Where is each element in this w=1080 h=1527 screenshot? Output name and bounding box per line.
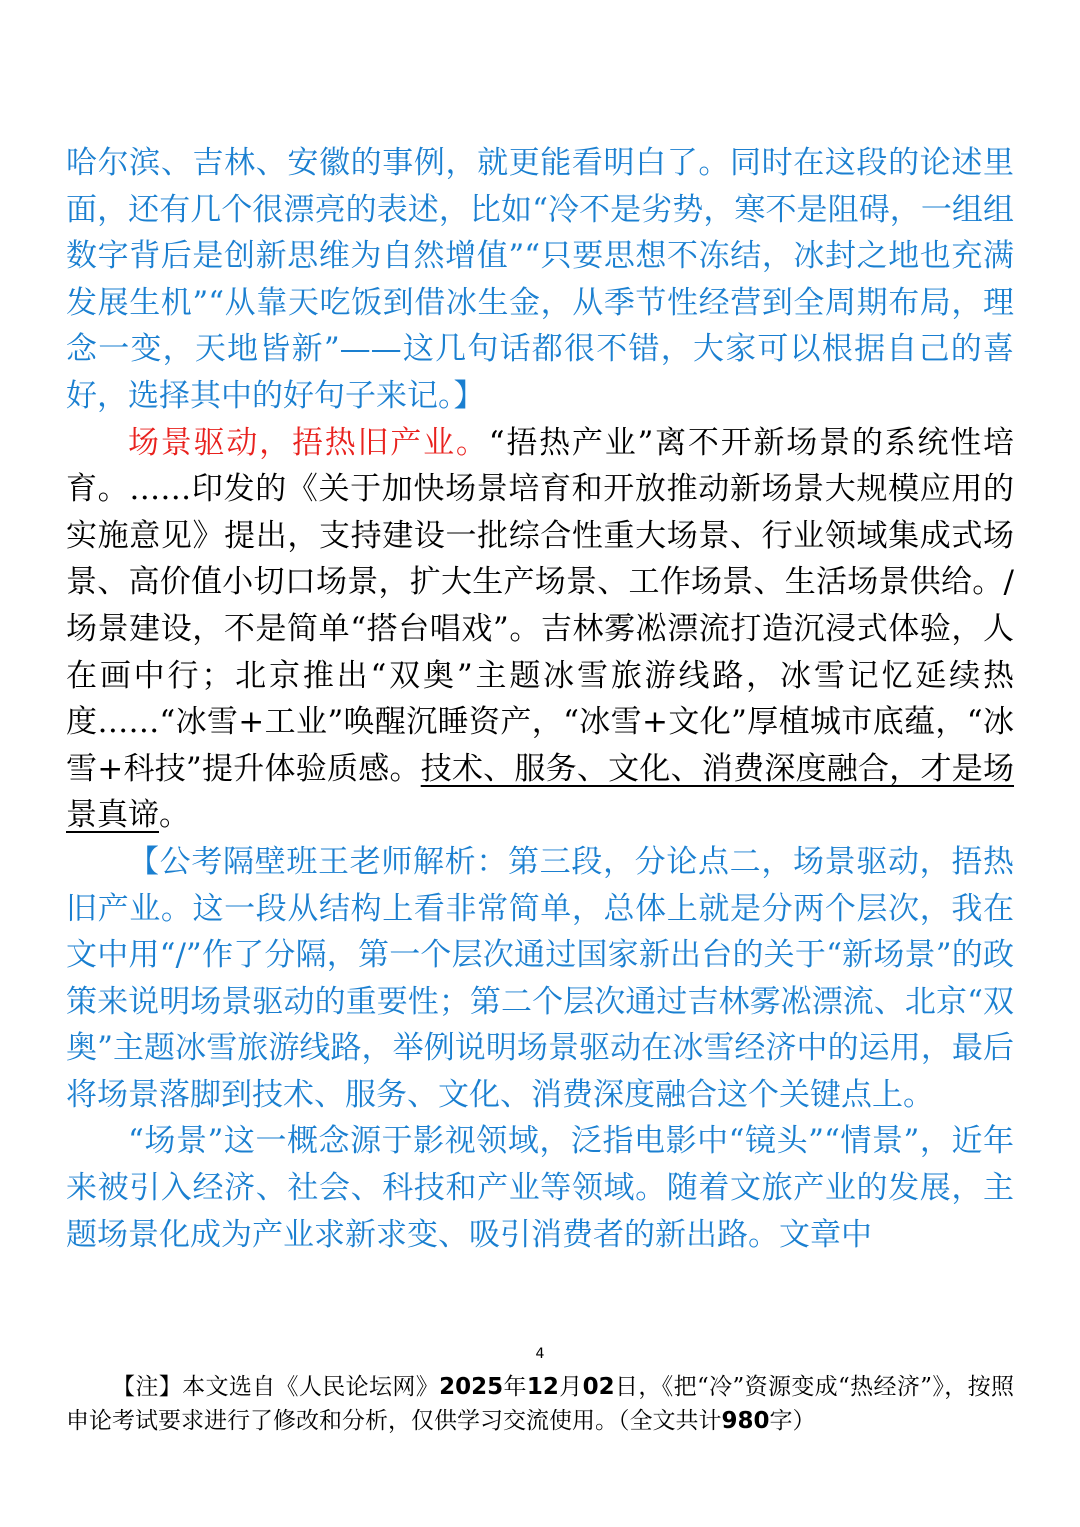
- footnote-year: 2025: [439, 1374, 504, 1400]
- concept-paragraph: [66, 1118, 1014, 1258]
- analysis-paragraph: [66, 839, 1014, 1119]
- footnote-prefix: 【注】本文选自《人民论坛网》: [112, 1374, 440, 1400]
- analysis-paragraph-continued: [66, 140, 1014, 420]
- footnote-month-unit: 月: [558, 1374, 583, 1400]
- argument-paragraph: [66, 420, 1014, 839]
- concept-text: “场景”这一概念源于影视领域，泛指电影中“镜头”“情景”，近年来被引入经济、社会、科技和产业等领域。随着文旅产业的发展，主题场景化成为产业求新求变、吸引消费者的新出路。文章中: [66, 1123, 1014, 1253]
- footnote-middle: 日，《把“冷”资源变成“热经济”》，按照申论考试要求进行了修改和分析，仅供学习交流使用。（全文共计: [66, 1374, 1014, 1434]
- footnote-suffix: 字）: [769, 1408, 816, 1434]
- article-body: [66, 140, 1014, 1258]
- underlined-key-sentence: 技术、服务、文化、消费深度融合，才是场景真谛: [66, 750, 1015, 834]
- source-footnote: [66, 1370, 1014, 1438]
- analysis-text: 哈尔滨、吉林、安徽的事例，就更能看明白了。同时在这段的论述里面，还有几个很漂亮的表述，比如“冷不是劣势，寒不是阻碍，一组组数字背后是创新思维为自然增值”“只要思想不冻结，冰封之地也充满发展生机”“从靠天吃饭到借冰生金，从季节性经营到全周期布局，理念一变，天地皆新”——这几句话都很不错，大家可以根据自己的喜好，选择其中的好句子来记。】: [66, 145, 1014, 414]
- analysis-text: 【公考隔壁班王老师解析：第三段，分论点二，场景驱动，捂热旧产业。这一段从结构上看非常简单，总体上就是分两个层次，我在文中用“/”作了分隔，第一个层次通过国家新出台的关于“新场景”的政策来说明场景驱动的重要性；第二个层次通过吉林雾凇漂流、北京“双奥”主题冰雪旅游线路，举例说明场景驱动在冰雪经济中的运用，最后将场景落脚到技术、服务、文化、消费深度融合这个关键点上。: [66, 843, 1014, 1113]
- footnote-month: 12: [526, 1374, 559, 1400]
- section-heading: 场景驱动，捂热旧产业。: [128, 424, 489, 461]
- argument-body: “捂热产业”离不开新场景的系统性培育。……印发的《关于加快场景培育和开放推动新场景大规模应用的实施意见》提出，支持建设一批综合性重大场景、行业领域集成式场景、高价值小切口场景，扩大生产场景、工作场景、生活场景供给。/场景建设，不是简单“搭台唱戏”。吉林雾凇漂流打造沉浸式体验，人在画中行；北京推出“双奥”主题冰雪旅游线路，冰雪记忆延续热度……“冰雪+工业”唤醒沉睡资产，“冰雪+文化”厚植城市底蕴，“冰雪+科技”提升体验质感。: [66, 424, 1015, 787]
- page-number: 4: [535, 1346, 545, 1362]
- argument-end-punctuation: 。: [159, 797, 190, 834]
- footnote-day: 02: [582, 1374, 615, 1400]
- footnote-year-unit: 年: [503, 1374, 527, 1400]
- footnote-word-count: 980: [721, 1408, 770, 1434]
